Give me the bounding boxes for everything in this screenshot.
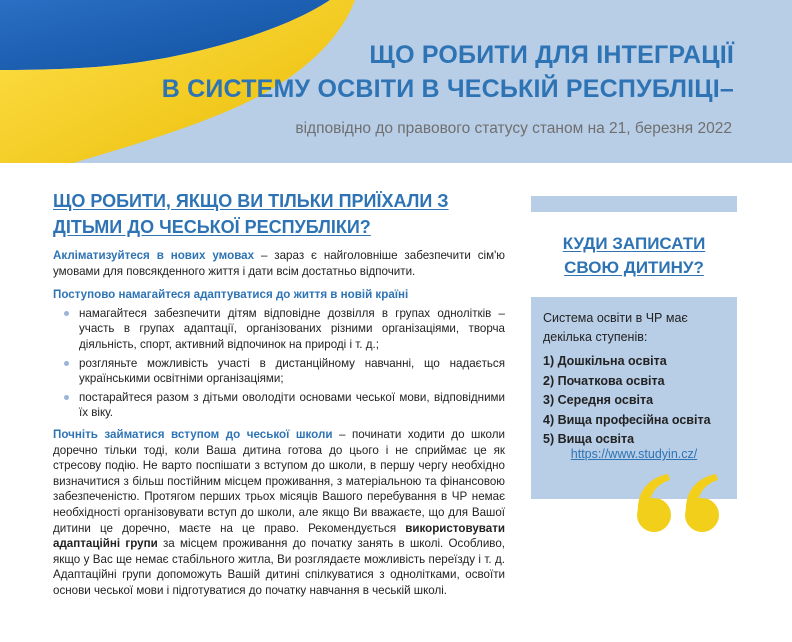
bullet-icon [64, 361, 69, 366]
section-title: ЩО РОБИТИ, ЯКЩО ВИ ТІЛЬКИ ПРИЇХАЛИ З ДІТЬМИ ДО ЧЕСЬКОЇ РЕСПУБЛІКИ? [53, 191, 449, 237]
adapt-bullet-list [53, 306, 505, 421]
school-lead: Почніть займатися вступом до чеської школи [53, 427, 333, 441]
page-title-line-1: ЩО РОБИТИ ДЛЯ ІНТЕГРАЦІЇ [369, 41, 734, 69]
sidebar-heading-line-1: КУДИ ЗАПИСАТИ [562, 234, 706, 253]
education-intro: Система освіти в ЧР має декілька ступенів: [543, 311, 688, 344]
school-text-b: за місцем проживання до початку занять в школі. Особливо, якщо у Вас ще немає стабільного житла, Ви розглядаєте можливість переїзду і т. д. Адаптаційні групи допоможуть Вашій дитині спілкуватися з однолітками, освоїти основи чеської мови і підготуватися до початку навчання в чеській школі. [53, 537, 505, 597]
bullet-text: намагайтеся забезпечити дітям відповідне дозвілля в групах однолітків – участь в групах адаптації, організованих різними організаціями, творча діяльність, спорт, активний відпочинок на природі і т. д.; [79, 306, 505, 351]
header-banner [0, 0, 792, 163]
sidebar-heading-line-2: СВОЮ ДИТИНУ? [564, 258, 704, 277]
page-title-line-2: В СИСТЕМУ ОСВІТИ В ЧЕСЬКІЙ РЕСПУБЛІЦІ– [161, 75, 734, 103]
education-levels-list [543, 352, 711, 450]
paragraph-acclimatize [53, 248, 505, 279]
acclimatize-text: – зараз є найголовніше забезпечити сім'ю умовами для повсякденного життя і дати всім достатньо відпочити. [53, 249, 505, 278]
bullet-text: розгляньте можливість участі в дистанційному навчанні, що надається українськими освітніми організаціями; [79, 356, 505, 386]
bullet-text: постарайтеся разом з дітьми оволодіти основами чеської мови, відповідними їх віку. [79, 390, 505, 420]
quotation-marks-icon [630, 470, 730, 540]
main-column [53, 248, 505, 602]
sidebar-heading [531, 232, 737, 280]
list-item [53, 306, 505, 353]
list-item: 1) Дошкільна освіта [543, 354, 667, 368]
list-item: 4) Вища професійна освіта [543, 412, 711, 427]
adapt-subheading: Поступово намагайтеся адаптуватися до життя в новій країні [53, 288, 409, 302]
acclimatize-lead: Акліматизуйтеся в нових умовах [53, 249, 255, 262]
list-item: 5) Вища освіта [543, 432, 635, 446]
education-levels-box [531, 297, 737, 499]
paragraph-school [53, 427, 505, 599]
page-subtitle: відповідно до правового статусу станом на 21, березня 2022 [295, 120, 732, 137]
bullet-icon [64, 395, 69, 400]
sidebar-top-bar [531, 196, 737, 212]
list-item [53, 356, 505, 387]
school-bold-text: використовувати адаптаційні групи [53, 521, 505, 551]
list-item [53, 390, 505, 421]
studyin-link[interactable]: https://www.studyin.cz/ [570, 447, 698, 461]
list-item: 2) Початкова освіта [543, 373, 665, 388]
bullet-icon [64, 311, 69, 316]
list-item: 3) Середня освіта [543, 393, 654, 407]
page-title [162, 38, 734, 106]
school-text-a: – починати ходити до школи доречно тільки тоді, коли Ваша дитина готова до цього і не сприймає це як стресову подію. Не варто поспішати з вступом до школи, в першу чергу необхідно визначитися з більш постійним місцем проживання, з матеріальною та фінансовою забезпеченістю. Протягом перших трьох місяців Вашого перебування в ЧР немає необхідності організовувати вступ до школи, але якщо Ви вважаєте, що для Вашої дитини це доречно, маєте на це право. Рекомендується [53, 427, 505, 535]
